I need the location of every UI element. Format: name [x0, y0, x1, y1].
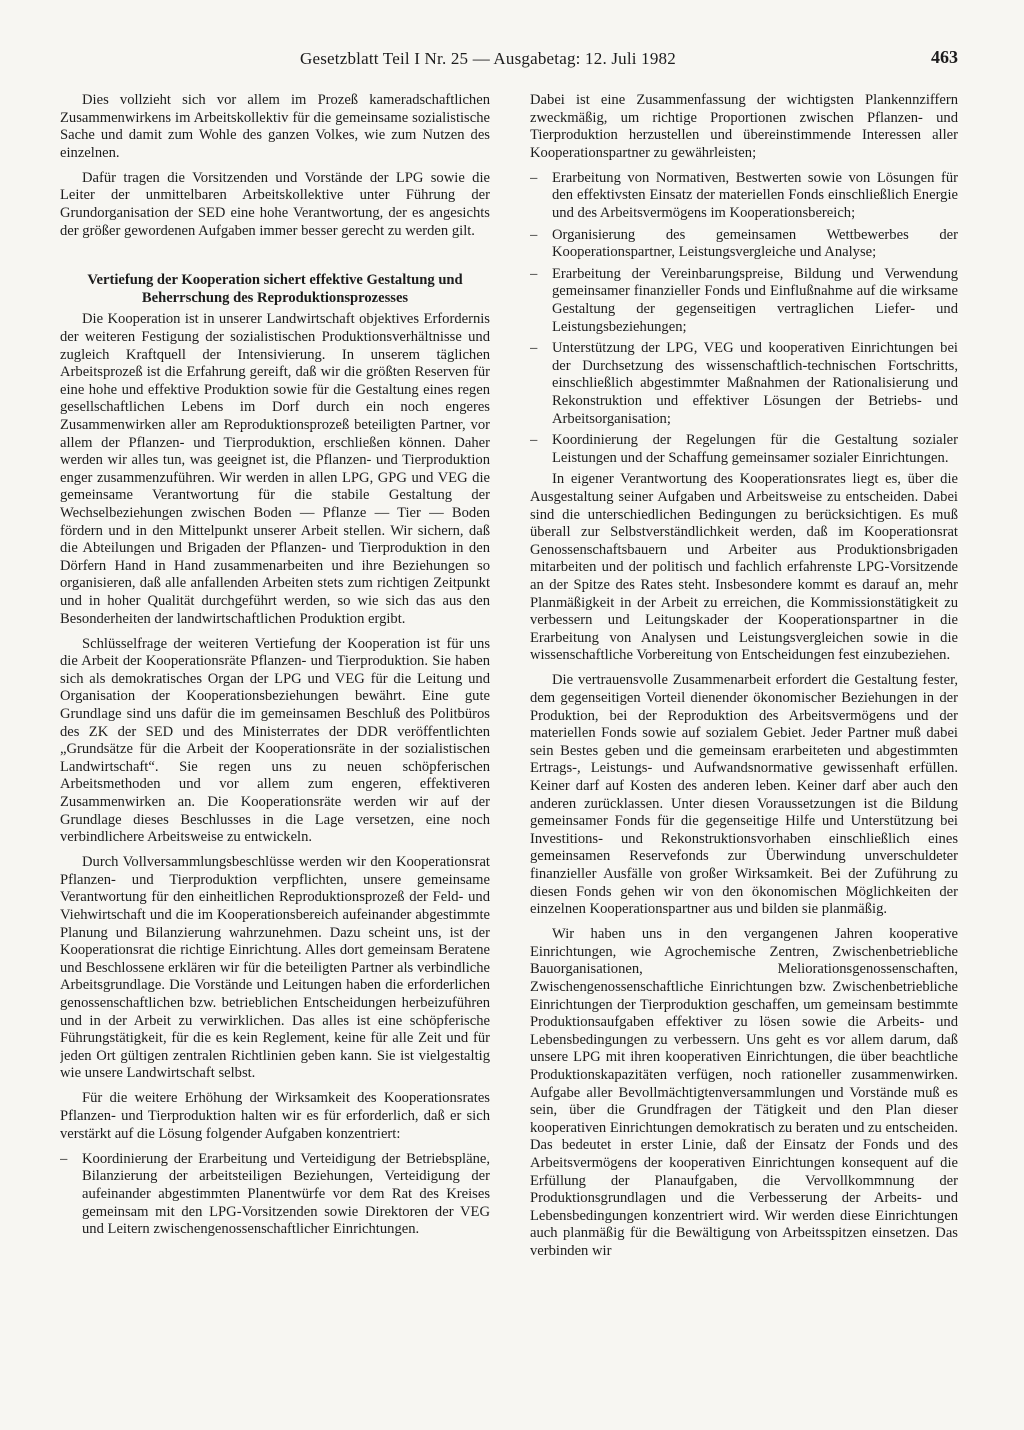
task-list: [530, 170, 958, 468]
list-item: – Organisierung des gemeinsamen Wettbewerbes der Kooperationspartner, Leistungsvergleiche und Analyse;: [530, 227, 958, 262]
paragraph: Für die weitere Erhöhung der Wirksamkeit des Kooperationsrates Pflanzen- und Tierproduktion halten wir es für erforderlich, daß er sich verstärkt auf die Lösung folgender Aufgaben konzentriert:: [60, 1090, 490, 1142]
page-number: 463: [931, 47, 958, 67]
list-item: – Unterstützung der LPG, VEG und kooperativen Einrichtungen bei der Durchsetzung des wissenschaftlich-technischen Fortschritts, einschließlich abgestimmter Maßnahmen der Rationalisierung und Rekonstruktion und effektiver Lösungen der Betriebs- und Arbeitsorganisation;: [530, 340, 958, 428]
right-column: [530, 92, 958, 1392]
left-column: [60, 92, 490, 1392]
paragraph: Schlüsselfrage der weiteren Vertiefung der Kooperation ist für uns die Arbeit der Kooperationsräte Pflanzen- und Tierproduktion. Sie haben sich als demokratisches Organ der LPG und VEG für die Leitung und Organisation der Kooperationsbeziehungen bewährt. Eine gute Grundlage sind uns dafür die im gemeinsamen Beschluß des Politbüros des ZK der SED und des Ministerrates der DDR veröffentlichten „Grundsätze für die Arbeit der Kooperationsräte in der sozialistischen Landwirtschaft“. Sie regen uns zu neuen schöpferischen Arbeitsmethoden und vor allem zum engeren, effektiveren Zusammenwirken an. Die Kooperationsräte werden wir auf der Grundlage dieses Beschlusses in die Lage versetzen, eine noch verbindlichere Arbeitsweise zu entwickeln.: [60, 635, 490, 846]
header-title: Gesetzblatt Teil I Nr. 25 — Ausgabetag: 12. Juli 1982: [300, 49, 676, 68]
paragraph: Durch Vollversammlungsbeschlüsse werden wir den Kooperationsrat Pflanzen- und Tierproduktion verpflichten, unsere gemeinsame Verantwortung für den einheitlichen Reproduktionsprozeß der Feld- und Viehwirtschaft und die im Kooperationsbereich aufeinander abgestimmte Planung und Bilanzierung wahrzunehmen. Dazu scheint uns, ist der Kooperationsrat die richtige Einrichtung. Alles dort gemeinsam Beratene und Beschlossene erklären wir für die beteiligten Partner als verbindliche Arbeitsgrundlage. Die Vorstände und Leitungen haben die erforderlichen genossenschaftlichen bzw. betrieblichen Entscheidungen herbeizuführen und in der Arbeit zu verwirklichen. Das alles ist eine schöpferische Führungstätigkeit, für die es kein Reglement, keine für alle Zeit und für jeden Ort gültigen zentralen Richtlinien geben kann. Sie ist vielgestaltig wie unsere Landwirtschaft selbst.: [60, 854, 490, 1082]
paragraph: Wir haben uns in den vergangenen Jahren kooperative Einrichtungen, wie Agrochemische Zentren, Zwischenbetriebliche Bauorganisationen, Meliorationsgenossenschaften, Zwischengenossenschaftliche Einrichtungen bzw. Zwischenbetriebliche Einrichtungen der Tierproduktion geschaffen, um gemeinsam bestimmte Produktionsaufgaben effektiver zu lösen sowie die Arbeits- und Lebensbedingungen zu verbessern. Uns geht es vor allem darum, daß unsere LPG mit ihren kooperativen Einrichtungen, die über beachtliche Produktionskapazitäten verfügen, noch rationeller zusammenwirken. Aufgabe aller Bevollmächtigtenversammlungen und Vorstände muß es sein, über die Grundfragen der Tätigkeit und den Plan dieser kooperativen Einrichtungen demokratisch zu beraten und zu entscheiden. Das bedeutet in erster Linie, daß der Einsatz der Fonds und des Arbeitsvermögens der kooperativen Einrichtungen konsequent auf die Erfüllung der Planaufgaben, die Vervollkommnung der Produktionsgrundlagen und die Verbesserung der Arbeits- und Lebensbedingungen konzentriert wird. Wir werden diese Einrichtungen auch planmäßig für die Bewältigung von Arbeitsspitzen einsetzen. Das verbinden wir: [530, 926, 958, 1259]
paragraph: Die Kooperation ist in unserer Landwirtschaft objektives Erfordernis der weiteren Festigung der sozialistischen Produktionsverhältnisse und zugleich Kraftquell der Intensivierung. In unserem täglichen Arbeitsprozeß ist die Erfahrung gereift, daß wir die größten Reserven für eine hohe und effektive Produktion sowie für die Gestaltung eines regen gesellschaftlichen Lebens im Dorf durch ein noch engeres Zusammenwirken aller am Reproduktionsprozeß beteiligten Partner, vor allem der Pflanzen- und Tierproduktion, erschließen können. Daher werden wir alles tun, was geeignet ist, die Pflanzen- und Tierproduktion enger zusammenzuführen. Wir werden in allen LPG, GPG und VEG die gemeinsame Verantwortung für die stabile Gestaltung der Wechselbeziehungen zwischen Boden — Pflanze — Tier — Boden fördern und in den Mittelpunkt unserer Arbeit stellen. Wir sichern, daß die Abteilungen und Brigaden der Pflanzen- und Tierproduktion in den Dörfern Hand in Hand zusammenarbeiten und ihre Beziehungen so organisieren, daß alle anfallenden Arbeiten stets zum richtigen Zeitpunkt und in hoher Qualität durchgeführt werden, so wie sich das aus den Besonderheiten der landwirtschaftlichen Produktion ergibt.: [60, 311, 490, 627]
paragraph: In eigener Verantwortung des Kooperationsrates liegt es, über die Ausgestaltung seiner Aufgaben und Arbeitsweise zu entscheiden. Dabei sind die unterschiedlichen Bedingungen zu berücksichtigen. Es muß überall zur Selbstverständlichkeit werden, daß im Kooperationsrat Genossenschaftsbauern und Arbeiter aus Produktionsbrigaden mitarbeiten und der politisch und fachlich erfahrenste LPG-Vorsitzende an der Spitze des Rates steht. Insbesondere kommt es darauf an, mehr Planmäßigkeit in der Arbeit zu erreichen, die Kommissionstätigkeit zu verbessern und Leitungskader der Kooperationspartner in die Erarbeitung von Analysen und Leistungsvergleichen sowie in die wissenschaftliche Vorbereitung von Entscheidungen fest einzubeziehen.: [530, 471, 958, 664]
list-item: – Erarbeitung der Vereinbarungspreise, Bildung und Verwendung gemeinsamer finanzieller Fonds und Einflußnahme auf die wirksame Gestaltung der gegenseitigen vertraglichen Liefer- und Leistungsbeziehungen;: [530, 266, 958, 336]
list-item: – Erarbeitung von Normativen, Bestwerten sowie von Lösungen für den effektivsten Einsatz der materiellen Fonds einschließlich Energie und des Arbeitsvermögens im Kooperationsbereich;: [530, 170, 958, 223]
section-heading: Vertiefung der Kooperation sichert effektive Gestaltung und Beherrschung des Reproduktionsprozesses: [87, 272, 463, 306]
list-item: – Koordinierung der Erarbeitung und Verteidigung der Betriebspläne, Bilanzierung der arbeitsteiligen Beziehungen, Verteidigung der aufeinander abgestimmten Planentwürfe vor dem Rat des Kreises gemeinsam mit den LPG-Vorsitzenden sowie Direktoren der VEG und Leitern zwischengenossenschaftlicher Einrichtungen.: [60, 1151, 490, 1239]
page-header: [60, 47, 958, 77]
list-item: – Koordinierung der Regelungen für die Gestaltung sozialer Leistungen und der Schaffung gemeinsamer sozialer Einrichtungen.: [530, 432, 958, 467]
paragraph: Dies vollzieht sich vor allem im Prozeß kameradschaftlichen Zusammenwirkens im Arbeitskollektiv für die gemeinsame sozialistische Sache und damit zum Wohle des ganzen Volkes, wie zum Nutzen des einzelnen.: [60, 92, 490, 161]
paragraph: Dabei ist eine Zusammenfassung der wichtigsten Plankennziffern zweckmäßig, um richtige Proportionen zwischen Pflanzen- und Tierproduktion herzustellen und übereinstimmende Interessen aller Kooperationspartner zu gewährleisten;: [530, 92, 958, 161]
paragraph: Die vertrauensvolle Zusammenarbeit erfordert die Gestaltung fester, dem gegenseitigen Vorteil dienender ökonomischer Beziehungen in der Produktion, bei der Reproduktion des Arbeitsvermögens und der materiellen Fonds sowie auf sozialem Gebiet. Jeder Partner muß dabei sein Bestes geben und die gemeinsam erarbeiteten und abgestimmten Ertrags-, Leistungs- und Aufwandsnormative gewissenhaft erfüllen. Keiner darf auf Kosten des anderen leben. Keiner darf aber auch den anderen zurücklassen. Unter diesen Voraussetzungen ist die Bildung gemeinsamer Fonds für die gegenseitige Hilfe und Unterstützung bei Investitions- und Rekonstruktionsvorhaben einschließlich eines gemeinsamen Reservefonds zur Überwindung unverschuldeter finanzieller Ausfälle von großer Wirksamkeit. Bei der Zuführung zu diesen Fonds gehen wir von den ökonomischen Möglichkeiten der einzelnen Kooperationspartner aus und bilden sie planmäßig.: [530, 672, 958, 918]
paragraph: Dafür tragen die Vorsitzenden und Vorstände der LPG sowie die Leiter der unmittelbaren Arbeitskollektive unter Führung der Grundorganisation der SED eine hohe Verantwortung, der es angesichts der größer gewordenen Aufgaben immer besser gerecht zu werden gilt.: [60, 169, 490, 239]
task-list: [60, 1151, 490, 1239]
